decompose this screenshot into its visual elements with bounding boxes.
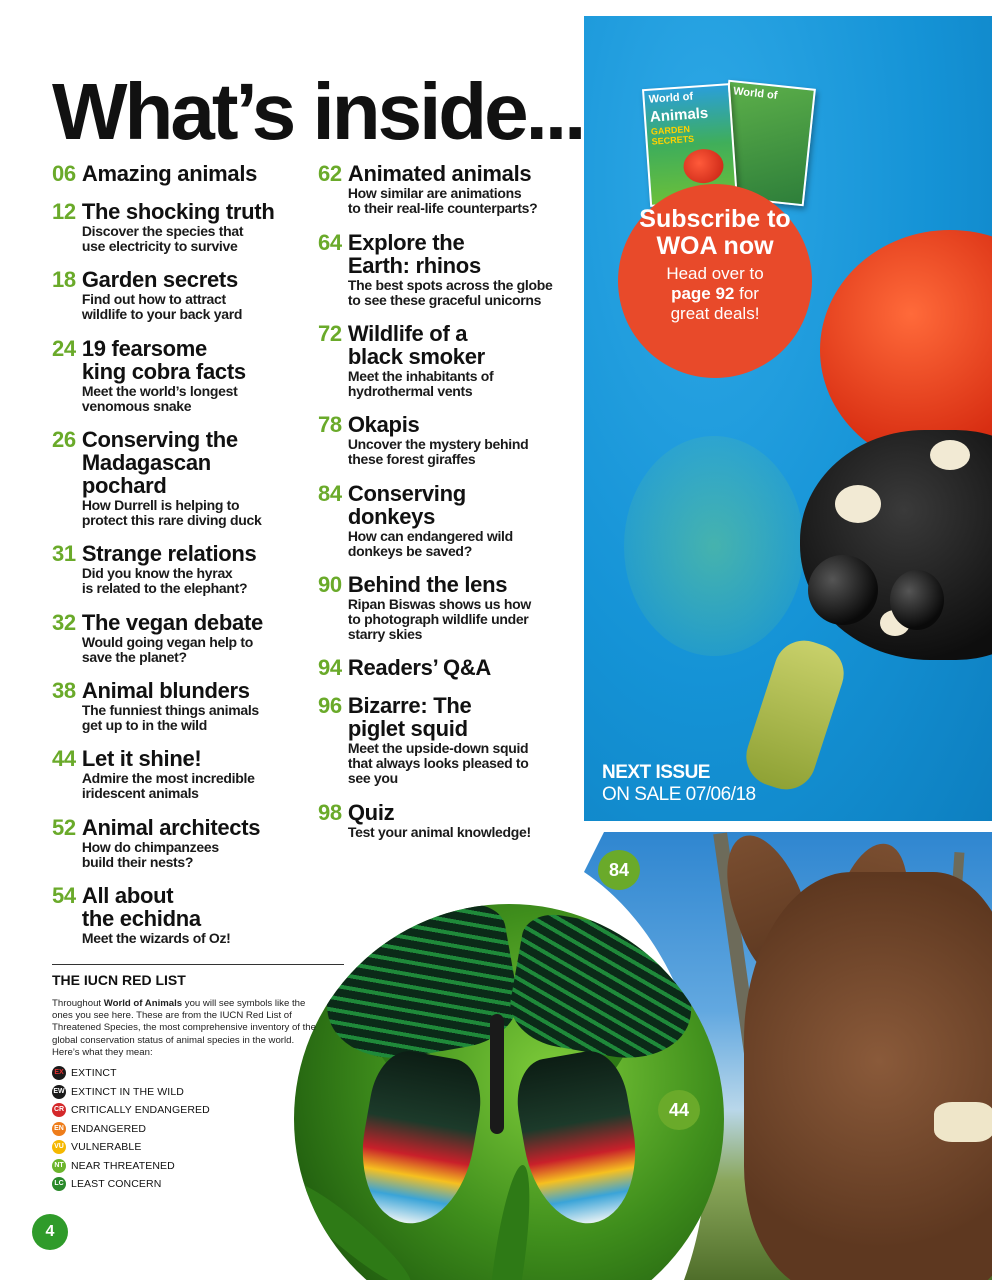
entry-page-number: 32 — [52, 610, 76, 635]
entry-description: Meet the inhabitants of hydrothermal vents — [347, 368, 494, 399]
contents-entry[interactable] — [52, 679, 259, 733]
entry-title: Animated animals — [347, 161, 532, 186]
entry-title: Explore the Earth: rhinos — [347, 230, 481, 278]
entry-title: 19 fearsome king cobra facts — [81, 336, 246, 384]
page-number: 4 — [32, 1214, 68, 1250]
entry-page-number: 96 — [318, 693, 342, 718]
entry-description: Meet the world’s longest venomous snake — [81, 383, 238, 414]
iucn-status-icon: EX — [52, 1066, 66, 1080]
iucn-status-icon: EW — [52, 1085, 66, 1099]
entry-page-number: 18 — [52, 267, 76, 292]
page-badge-44[interactable]: 44 — [658, 1090, 700, 1130]
photo-background-glow — [624, 436, 804, 656]
contents-entry[interactable] — [52, 162, 257, 185]
entry-title: Let it shine! — [81, 746, 202, 771]
subscribe-headline-2: WOA now — [656, 232, 774, 260]
iucn-item-extinct-in-wild — [52, 1083, 210, 1102]
entry-page-number: 31 — [52, 541, 76, 566]
contents-entry[interactable] — [318, 573, 531, 642]
entry-description: Meet the upside-down squid that always looks pleased to see you — [347, 740, 529, 786]
contents-entry[interactable] — [52, 428, 261, 528]
contents-entry[interactable] — [318, 801, 531, 840]
iucn-status-label: NEAR THREATENED — [71, 1159, 175, 1172]
iucn-intro — [52, 998, 320, 1059]
next-issue-label: NEXT ISSUE — [602, 762, 710, 783]
contents-entry[interactable] — [318, 322, 493, 399]
contents-entry[interactable] — [52, 816, 260, 870]
subscribe-text-3: great deals! — [670, 304, 760, 323]
entry-title: The shocking truth — [81, 199, 275, 224]
page-badge-84[interactable]: 84 — [598, 850, 640, 890]
magazine-ladybird-icon — [682, 148, 724, 185]
donkey-teeth — [934, 1102, 992, 1142]
contents-entry[interactable] — [318, 482, 513, 559]
iucn-status-label: VULNERABLE — [71, 1141, 142, 1154]
donkey-head — [744, 872, 992, 1280]
subscribe-page-ref: page 92 — [671, 284, 735, 303]
contents-entry[interactable] — [318, 162, 537, 216]
iucn-status-icon: EN — [52, 1122, 66, 1136]
entry-title: Conserving donkeys — [347, 481, 466, 529]
next-issue — [602, 762, 756, 806]
entry-description: Meet the wizards of Oz! — [81, 930, 231, 946]
iucn-intro-post: you will see symbols like the ones you see here. These are from the IUCN Red List of Threatened Species, the most comprehensive inventory of the global conservation status of animal species in the world. Here’s what they mean: — [52, 998, 316, 1058]
entry-description: The funniest things animals get up to in the wild — [81, 702, 259, 733]
entry-description: The best spots across the globe to see these graceful unicorns — [347, 277, 553, 308]
entry-description: How Durrell is helping to protect this rare diving duck — [81, 497, 262, 528]
iucn-intro-pre: Throughout — [52, 998, 104, 1009]
entry-description: How similar are animations to their real-life counterparts? — [347, 185, 538, 216]
entry-title: Amazing animals — [81, 161, 258, 186]
iucn-title: THE IUCN RED LIST — [52, 972, 186, 988]
entry-page-number: 52 — [52, 815, 76, 840]
entry-title: Animal blunders — [81, 678, 250, 703]
magazine-title-main: Animals — [649, 104, 709, 126]
iucn-divider — [52, 964, 344, 965]
entry-title: Animal architects — [81, 815, 261, 840]
ladybird-spot — [930, 440, 970, 470]
iucn-status-icon: NT — [52, 1159, 66, 1173]
entry-page-number: 90 — [318, 572, 342, 597]
entry-page-number: 64 — [318, 230, 342, 255]
iucn-intro-bold: World of Animals — [103, 998, 183, 1009]
entry-description: How can endangered wild donkeys be saved? — [347, 528, 513, 559]
iucn-status-icon: VU — [52, 1140, 66, 1154]
entry-page-number: 06 — [52, 161, 76, 186]
entry-title: Strange relations — [81, 541, 257, 566]
contents-entry[interactable] — [52, 611, 263, 665]
contents-entry[interactable] — [318, 413, 528, 467]
entry-description: Find out how to attract wildlife to your back yard — [81, 291, 243, 322]
entry-page-number: 94 — [318, 655, 342, 680]
contents-entry[interactable] — [318, 656, 491, 679]
entry-page-number: 12 — [52, 199, 76, 224]
entry-page-number: 62 — [318, 161, 342, 186]
iucn-item-critically-endangered — [52, 1101, 210, 1120]
entry-title: Garden secrets — [81, 267, 238, 292]
iucn-status-label: CRITICALLY ENDANGERED — [71, 1104, 210, 1117]
entry-title: Okapis — [347, 412, 420, 437]
entry-title: Bizarre: The piglet squid — [347, 693, 472, 741]
entry-title: The vegan debate — [81, 610, 263, 635]
entry-title: Quiz — [347, 800, 395, 825]
butterfly-body — [490, 1014, 504, 1134]
entry-page-number: 78 — [318, 412, 342, 437]
iucn-item-least-concern — [52, 1175, 210, 1194]
butterfly-hindwing-left — [350, 1046, 488, 1233]
butterfly-photo — [294, 904, 724, 1280]
entry-title: Readers’ Q&A — [347, 655, 492, 680]
entry-page-number: 72 — [318, 321, 342, 346]
contents-entry[interactable] — [52, 268, 242, 322]
entry-description: How do chimpanzees build their nests? — [81, 839, 219, 870]
page-title: What’s inside... — [52, 67, 584, 156]
entry-page-number: 38 — [52, 678, 76, 703]
entry-title: All about the echidna — [81, 883, 201, 931]
iucn-status-label: EXTINCT — [71, 1067, 117, 1080]
entry-description: Ripan Biswas shows us how to photograph wildlife under starry skies — [347, 596, 531, 642]
iucn-status-label: ENDANGERED — [71, 1122, 147, 1135]
magazine-cover-line: GARDEN SECRETS — [650, 123, 695, 147]
entry-title: Behind the lens — [347, 572, 508, 597]
magazine-title: World of — [732, 85, 779, 102]
subscribe-badge[interactable] — [618, 184, 812, 378]
magazine-title-top: World of — [648, 90, 694, 106]
entry-description: Discover the species that use electricity to survive — [81, 223, 244, 254]
next-issue-date: ON SALE 07/06/18 — [602, 784, 756, 805]
ladybird-eye — [808, 555, 878, 625]
leaf — [480, 1163, 538, 1280]
subscribe-text-2: for — [734, 284, 759, 303]
contents-entry[interactable] — [52, 542, 257, 596]
entry-description: Did you know the hyrax is related to the elephant? — [81, 565, 248, 596]
ladybird-spot — [835, 485, 881, 523]
entry-page-number: 44 — [52, 746, 76, 771]
contents-entry[interactable] — [52, 200, 274, 254]
entry-page-number: 24 — [52, 336, 76, 361]
iucn-item-vulnerable — [52, 1138, 210, 1157]
entry-title: Conserving the Madagascan pochard — [81, 427, 238, 498]
ladybird-eye — [890, 570, 944, 630]
entry-page-number: 26 — [52, 427, 76, 452]
subscribe-text-1: Head over to — [666, 264, 764, 283]
contents-entry[interactable] — [52, 337, 246, 414]
entry-description: Uncover the mystery behind these forest giraffes — [347, 436, 529, 467]
iucn-status-icon: CR — [52, 1103, 66, 1117]
iucn-status-icon: LC — [52, 1177, 66, 1191]
entry-page-number: 84 — [318, 481, 342, 506]
butterfly-hindwing-right — [510, 1046, 648, 1233]
subscribe-headline-1: Subscribe to — [639, 205, 791, 233]
contents-entry[interactable] — [318, 694, 529, 786]
entry-title: Wildlife of a black smoker — [347, 321, 485, 369]
iucn-legend — [52, 1064, 210, 1194]
contents-entry[interactable] — [52, 884, 231, 946]
entry-description: Test your animal knowledge! — [347, 824, 531, 840]
iucn-status-label: EXTINCT IN THE WILD — [71, 1085, 184, 1098]
iucn-item-near-threatened — [52, 1157, 210, 1176]
contents-entry[interactable] — [318, 231, 553, 308]
iucn-item-extinct — [52, 1064, 210, 1083]
iucn-item-endangered — [52, 1120, 210, 1139]
contents-entry[interactable] — [52, 747, 255, 801]
entry-page-number: 54 — [52, 883, 76, 908]
iucn-status-label: LEAST CONCERN — [71, 1178, 162, 1191]
entry-description: Would going vegan help to save the planet? — [81, 634, 253, 665]
entry-description: Admire the most incredible iridescent animals — [81, 770, 255, 801]
entry-page-number: 98 — [318, 800, 342, 825]
